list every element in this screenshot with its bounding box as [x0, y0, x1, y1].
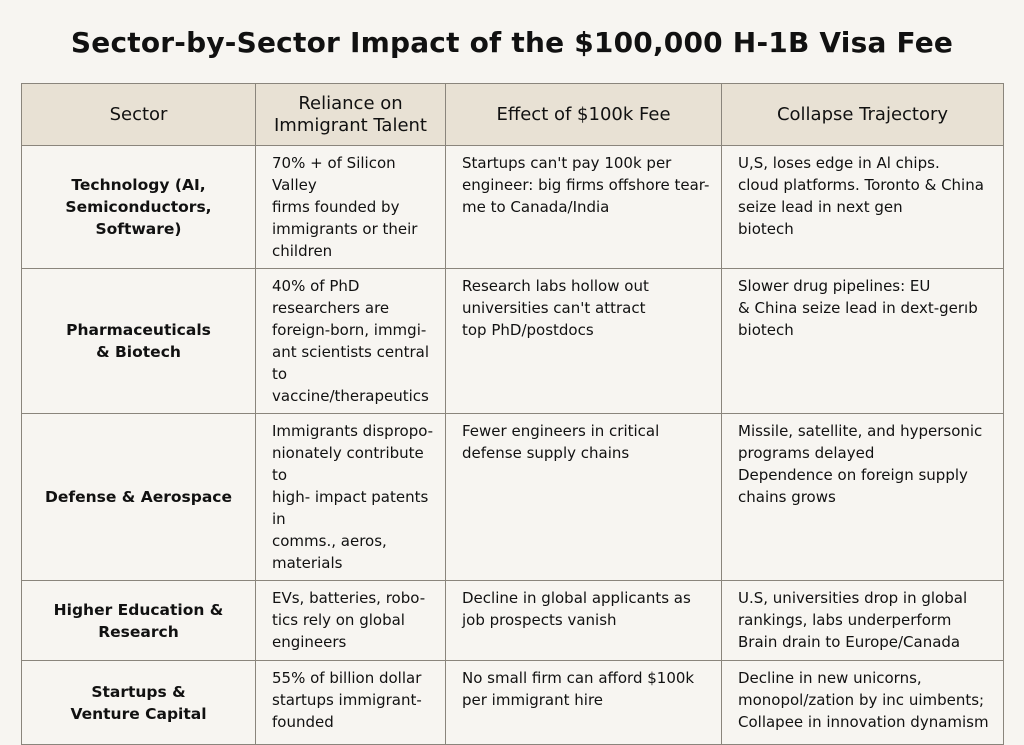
- page-title: Sector-by-Sector Impact of the $100,000 H-1B Visa Fee: [70, 26, 954, 59]
- header-effect: Effect of $100k Fee: [446, 84, 722, 146]
- header-trajectory: Collapse Trajectory: [722, 84, 1004, 146]
- reliance-cell: 55% of billion dollar startups immigrant- founded: [256, 661, 446, 745]
- table-row: [22, 581, 1004, 661]
- header-reliance: Reliance on Immigrant Talent: [256, 84, 446, 146]
- effect-cell: No small firm can afford $100k per immigrant hire: [446, 661, 722, 745]
- trajectory-cell: Decline in new unicorns, monopol/zation by inc uimbents; Collapee in innovation dynamism: [722, 661, 1004, 745]
- effect-cell: Decline in global applicants as job prospects vanish: [446, 581, 722, 661]
- reliance-cell: 40% of PhD researchers are foreign-born, immgi- ant scientists central to vaccine/therapeutics: [256, 269, 446, 414]
- trajectory-cell: U,S, loses edge in Al chips. cloud platforms. Toronto & China seize lead in next gen biotech: [722, 146, 1004, 269]
- sector-cell: Pharmaceuticals & Biotech: [22, 269, 256, 414]
- sector-cell: Technology (AI, Semiconductors, Software): [22, 146, 256, 269]
- table-row: [22, 146, 1004, 269]
- impact-table: [21, 83, 1004, 745]
- sector-cell: Higher Education & Research: [22, 581, 256, 661]
- trajectory-cell: U.S, universities drop in global rankings, labs underperform Brain drain to Europe/Canada: [722, 581, 1004, 661]
- table-row: [22, 269, 1004, 414]
- trajectory-cell: Slower drug pipelines: EU & China seize lead in dext-gerıb biotech: [722, 269, 1004, 414]
- trajectory-cell: Missile, satellite, and hypersonic programs delayed Dependence on foreign supply chains grows: [722, 414, 1004, 581]
- sector-cell: Defense & Aerospace: [22, 414, 256, 581]
- reliance-cell: 70% + of Silicon Valley firms founded by immigrants or their children: [256, 146, 446, 269]
- table-row: [22, 414, 1004, 581]
- header-sector: Sector: [22, 84, 256, 146]
- effect-cell: Fewer engineers in critical defense supply chains: [446, 414, 722, 581]
- reliance-cell: Immigrants dispropo- nionately contribute to high- impact patents in comms., aeros, materials: [256, 414, 446, 581]
- sector-cell: Startups & Venture Capital: [22, 661, 256, 745]
- table-row: [22, 661, 1004, 745]
- table-header-row: [22, 84, 1004, 146]
- reliance-cell: EVs, batteries, robo- tics rely on global engineers: [256, 581, 446, 661]
- effect-cell: Startups can't pay 100k per engineer: big firms offshore tear- me to Canada/India: [446, 146, 722, 269]
- effect-cell: Research labs hollow out universities can't attract top PhD/postdocs: [446, 269, 722, 414]
